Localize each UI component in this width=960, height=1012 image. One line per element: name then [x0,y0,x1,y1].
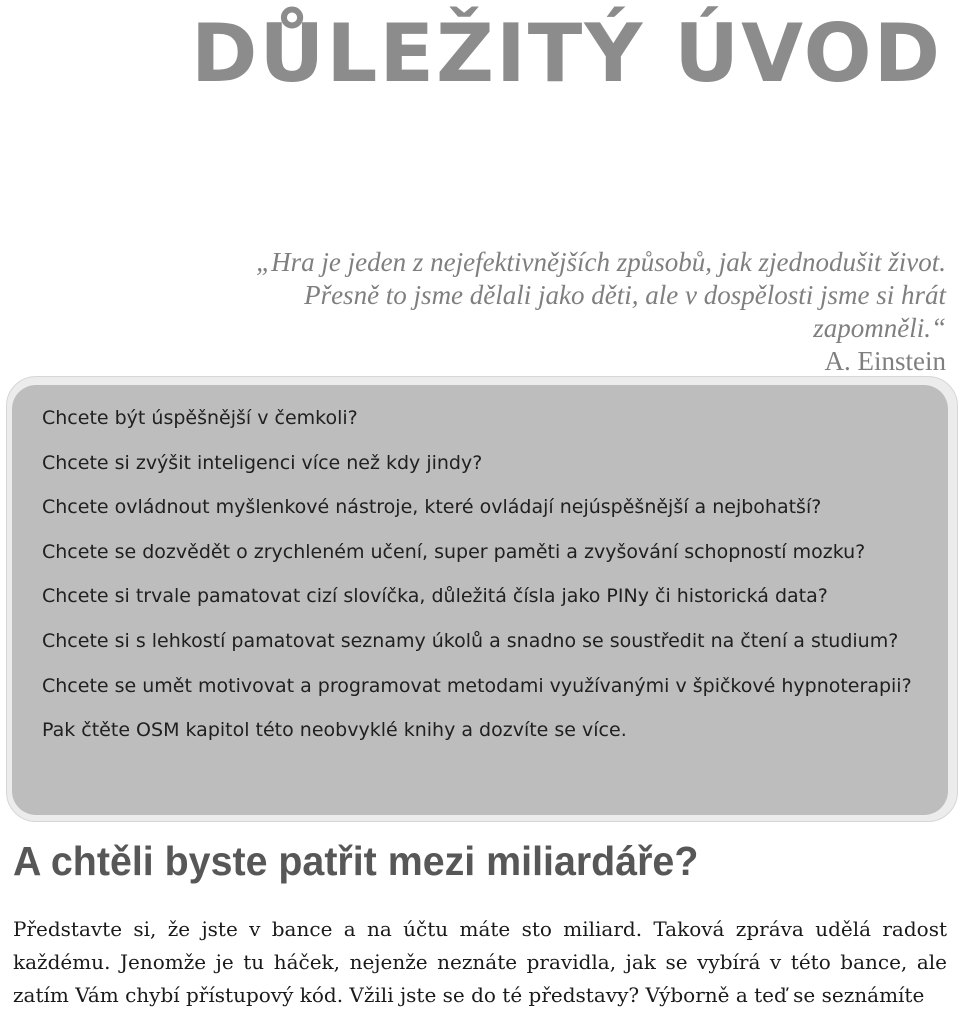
epigraph-author: A. Einstein [824,346,946,376]
epigraph-line-1: „Hra je jeden z nejefektivnějších způsobů, jak zjednodušit život. [256,247,946,277]
question-item: Chcete ovládnout myšlenkové nástroje, které ovládají nejúspěšnější a nejbohatší? [42,496,822,519]
question-item: Chcete si trvale pamatovat cizí slovíčka, důležitá čísla jako PINy či historická data? [42,585,828,608]
question-list [42,396,942,753]
page-title: DŮLEŽITÝ ÚVOD [191,7,942,100]
section-heading: A chtěli byste patřit mezi miliardáře? [13,838,699,884]
epigraph-line-2: Přesně to jsme dělali jako děti, ale v dospělosti jsme si hrát zapomněli.“ [304,280,946,343]
question-item: Chcete se umět motivovat a programovat metodami využívanými v špičkové hypnoterapii? [42,674,912,697]
question-item: Chcete se dozvědět o zrychleném učení, super paměti a zvyšování schopností mozku? [42,540,866,563]
question-item: Chcete být úspěšnější v čemkoli? [42,407,358,429]
question-item: Pak čtěte OSM kapitol této neobvyklé knihy a dozvíte se více. [42,719,627,742]
body-paragraph: Představte si, že jste v bance a na účtu máte sto miliard. Taková zpráva udělá radost každému. Jenomže je tu háček, nejenže neznáte pravidla, jak se vybírá v této bance, ale zatím Vám chybí přístupový kód. Vžili jste se do té představy? Výborně a teď se seznámíte [13,917,947,1007]
epigraph-quote [186,246,946,378]
question-item: Chcete si s lehkostí pamatovat seznamy úkolů a snadno se soustředit na čtení a studium? [42,629,899,652]
question-item: Chcete si zvýšit inteligenci více než kdy jindy? [42,451,483,474]
